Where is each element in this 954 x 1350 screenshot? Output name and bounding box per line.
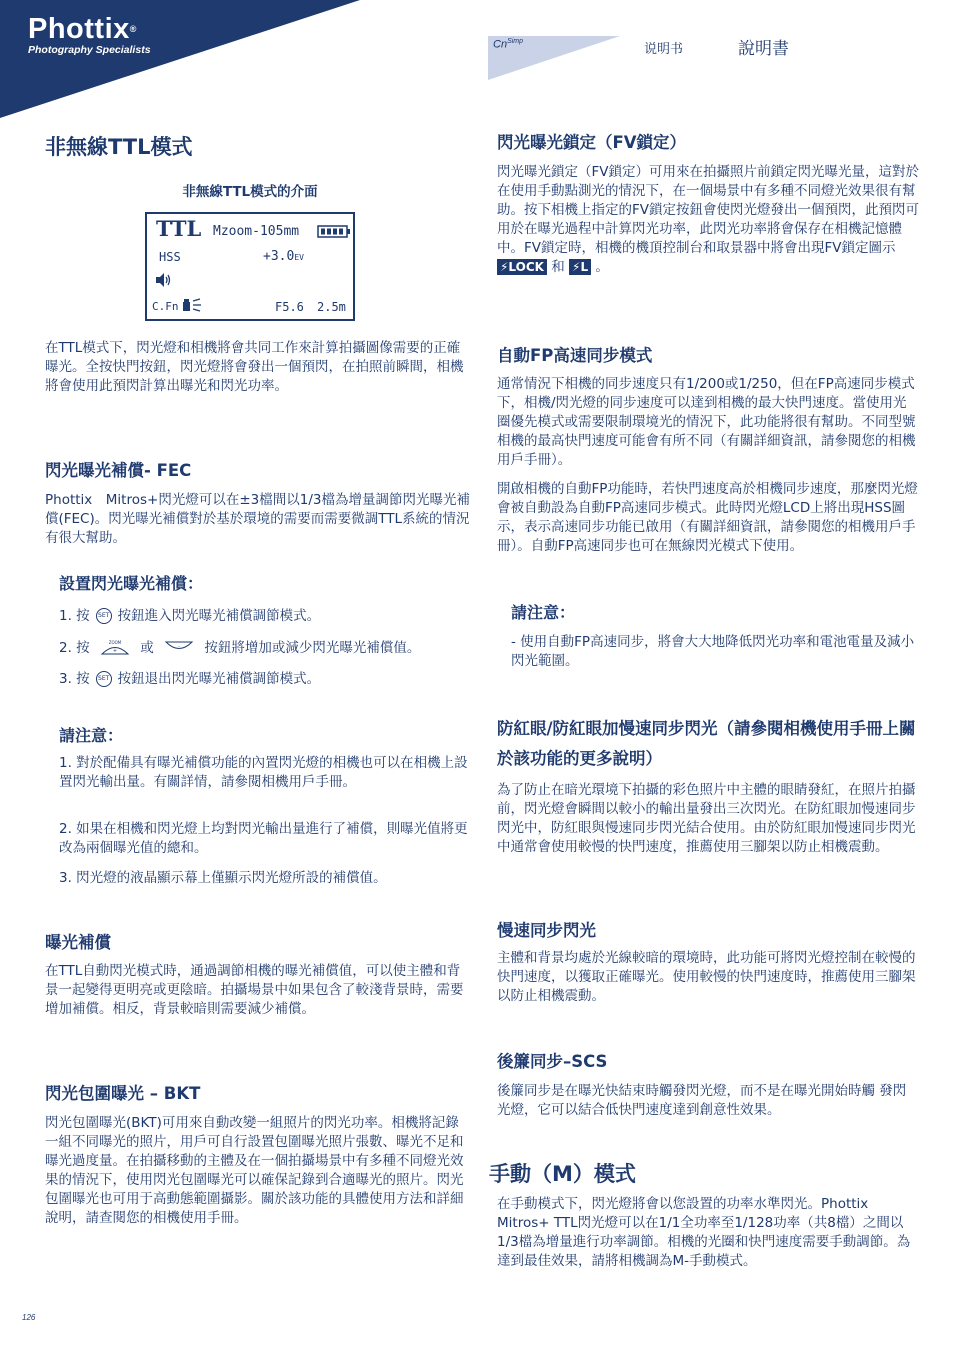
heading-note-left: 請注意： — [59, 726, 124, 745]
exposure-compensation-paragraph: 在TTL自動閃光模式時，通過調節相機的曝光補償值，可以使主體和背景一起變得更明亮或更陰暗。拍攝場景中如果包含了較淺背景時，需要增加補償。相反，背景較暗則需要減少補償。 — [45, 963, 464, 1017]
heading-bkt: 閃光包圍曝光 – BKT — [45, 1084, 201, 1103]
manual-mode-paragraph: 在手動模式下，閃光燈將會以您設置的功率水準閃光。Phottix Mitros+ TTL閃光燈可以在1/1全功率至1/128功率（共8檔）之間以1/3檔為增量進行功率調節。相機的光圈和快門速度需要手動調節。為達到最佳效果，請將相機調為M-手動模式。 — [497, 1196, 911, 1269]
set-button-icon: SET — [96, 608, 112, 624]
step-3: 3. 按 SET 按鈕退出閃光曝光補償調節模式。 — [59, 671, 321, 687]
heading-exposure-compensation: 曝光補償 — [45, 933, 111, 952]
section-title-non-wireless-ttl: 非無線TTL模式 — [45, 135, 193, 159]
red-eye-paragraph: 為了防止在暗光環境下拍攝的彩色照片中主體的眼睛發紅，在照片拍攝前，閃光燈會瞬間以較小的輸出量發出三次閃光。在防紅眼加慢速同步閃光中，防紅眼與慢速同步閃光結合使用。由於防紅眼加慢速同步閃光中通常會使用較慢的快門速度，推薦使用三腳架以防止相機震動。 — [497, 782, 916, 855]
lcd-cfn: C.Fn — [152, 300, 179, 313]
step-2: 2. 按 ZOOM + 或 - 按鈕將增加或減少閃光曝光補償值。 — [59, 640, 421, 656]
lcd-zoom: Mzoom-105mm — [213, 224, 300, 239]
lcd-ev: +3.0EV — [263, 249, 304, 264]
set-button-icon: SET — [96, 671, 112, 687]
heading-scs: 後簾同步–SCS — [497, 1052, 608, 1071]
brand-tagline: Photography Specialists — [28, 44, 151, 56]
language-code: $Cn^{Simp}$ — [493, 38, 524, 51]
page-number: 126 — [22, 1313, 36, 1322]
lcd-mode: TTL — [156, 216, 202, 241]
heading-slow-sync: 慢速同步閃光 — [497, 921, 596, 940]
scs-paragraph: 後簾同步是在曝光快結束時觸發閃光燈，而不是在曝光開始時觸 發閃光燈，它可以結合低快門速度達到創意性效果。 — [497, 1083, 907, 1118]
battery-icon — [317, 225, 351, 238]
language-traditional: 說明書 — [738, 39, 789, 59]
note-3: 3. 閃光燈的液晶顯示幕上僅顯示閃光燈所設的補償值。 — [59, 870, 387, 886]
heading-manual-mode: 手動（M）模式 — [489, 1162, 636, 1186]
fv-lock-paragraph: 閃光曝光鎖定（FV鎖定）可用來在拍攝照片前鎖定閃光曝光量，這對於在使用手動點測光的情況下，在一個場景中有多種不同燈光效果很有幫助。按下相機上指定的FV鎖定按鈕會使閃光燈發出一個預閃，此預閃可用於在曝光過程中計算閃光功率，此閃光功率將會保存在相機記憶體中。FV鎖定時，相機的機頂控制台和取景器中將會出現FV鎖定圖示 ⚡LOCK 和 ⚡L 。 — [497, 164, 919, 275]
flash-head-icon — [182, 298, 202, 312]
svg-text:ZOOM: ZOOM — [108, 640, 122, 645]
brand-logo: Phottix® Photography Specialists — [28, 13, 151, 56]
lcd-distance: 2.5m — [317, 300, 346, 314]
note-2: 2. 如果在相機和閃光燈上均對閃光輸出量進行了補償，則曝光值將更改為兩個曝光值的總和。 — [59, 821, 468, 856]
lcd-caption: 非無線TTL模式的介面 — [182, 184, 318, 200]
lcd-display — [145, 212, 355, 321]
step-1: 1. 按 SET 按鈕進入閃光曝光補償調節模式。 — [59, 608, 321, 624]
bkt-paragraph: 閃光包圍曝光(BKT)可用來自動改變一組照片的閃光功率。相機將記錄一組不同曝光的照片，用戶可自行設置包圍曝光照片張數、曝光不足和曝光過度量。在拍攝移動的主體及在一個拍攝場景中有多種不同燈光效果的情況下，使用閃光包圍曝光可以確保記錄到合適曝光的照片。閃光包圍曝光也可用于高動態範圍攝影。關於該功能的具體使用方法和詳細說明，請查閱您的相機使用手冊。 — [45, 1115, 464, 1226]
speaker-icon — [155, 272, 171, 288]
svg-text:+: + — [112, 648, 118, 654]
slow-sync-paragraph: 主體和背景均處於光線較暗的環境時，此功能可將閃光燈控制在較慢的快門速度，以獲取正確曝光。使用較慢的快門速度時，推薦使用三腳架以防止相機震動。 — [497, 950, 916, 1004]
fv-lock-short-icon: ⚡L — [569, 259, 591, 275]
language-simplified: 说明书 — [644, 42, 684, 57]
fv-lock-icon: ⚡LOCK — [497, 259, 547, 275]
heading-fv-lock: 閃光曝光鎖定（FV鎖定） — [497, 133, 687, 152]
heading-note-right: 請注意： — [511, 603, 576, 622]
fp-paragraph-1: 通常情況下相機的同步速度只有1/200或1/250，但在FP高速同步模式下，相機/閃光燈的同步速度可以達到相機的最大快門速度。當使用光圈優先模式或需要限制環境光的情況下，此功能將很有幫助。不同型號相機的最高快門速度可能會有所不同（有關詳細資訊，請參閱您的相機用戶手冊）。 — [497, 376, 916, 468]
heading-set-fec: 設置閃光曝光補償： — [59, 574, 204, 593]
lcd-hss: HSS — [159, 250, 181, 264]
brand-name: Phottix — [28, 13, 130, 45]
ttl-intro-paragraph: 在TTL模式下，閃光燈和相機將會共同工作來計算拍攝圖像需要的正確曝光。全按快門按鈕，閃光燈將會發出一個預閃，在拍照前瞬間，相機將會使用此預閃計算出曝光和閃光功率。 — [45, 340, 464, 394]
fp-paragraph-2: 開啟相機的自動FP功能時，若快門速度高於相機同步速度，那麼閃光燈會被自動設為自動FP高速同步模式。此時閃光燈LCD上將出現HSS圖示，表示高速同步功能已啟用（有關詳細資訊，請參閱您的相機用戶手冊）。自動FP高速同步也可在無線閃光模式下使用。 — [497, 481, 918, 554]
zoom-plus-button-icon — [100, 640, 130, 656]
note-1: 1. 對於配備具有曝光補償功能的內置閃光燈的相機也可以在相機上設置閃光輸出量。有關詳情，請參閱相機用戶手冊。 — [59, 755, 468, 790]
heading-fp-hss: 自動FP高速同步模式 — [497, 346, 653, 365]
minus-button-icon — [164, 640, 194, 656]
heading-fec: 閃光曝光補償- FEC — [45, 461, 192, 480]
note-right-body: - 使用自動FP高速同步，將會大大地降低閃光功率和電池電量及減小閃光範圍。 — [511, 634, 915, 669]
fec-paragraph: Phottix Mitros+閃光燈可以在±3檔間以1/3檔為增量調節閃光曝光補償(FEC)。閃光曝光補償對於基於環境的需要而需要微調TTL系統的情況有很大幫助。 — [45, 492, 470, 546]
heading-red-eye: 防紅眼/防紅眼加慢速同步閃光（請參閱相機使用手冊上關於該功能的更多說明） — [497, 719, 916, 768]
svg-text:-: - — [178, 644, 180, 650]
lcd-aperture: F5.6 — [275, 300, 304, 314]
